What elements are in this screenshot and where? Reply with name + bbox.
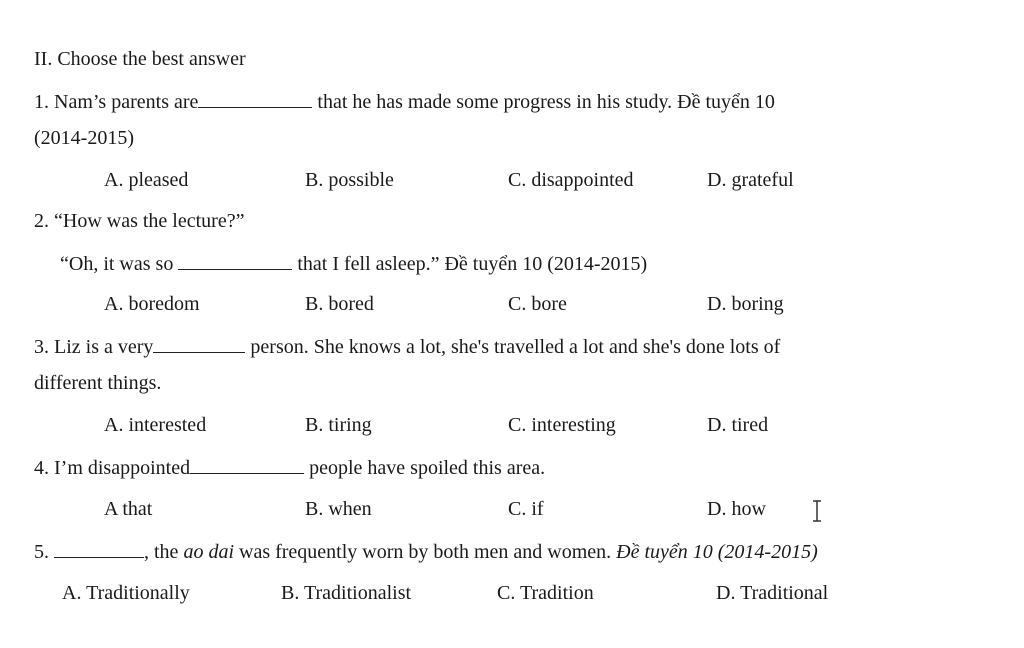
- q3-continuation: different things.: [34, 372, 162, 394]
- q2-option-d: D. boring: [707, 293, 784, 315]
- q2-text-before: “Oh, it was so: [60, 253, 174, 275]
- q1-continuation: (2014-2015): [34, 127, 134, 149]
- q5-option-c: C. Tradition: [497, 582, 594, 604]
- q1-option-d: D. grateful: [707, 169, 794, 191]
- q2-option-c: C. bore: [508, 293, 567, 315]
- q1-option-a: A. pleased: [104, 169, 189, 191]
- q5-blank: [54, 539, 144, 558]
- q1-blank: [198, 89, 312, 108]
- q5-ao-dai: ao dai: [183, 541, 234, 563]
- q5-text-before: 5.: [34, 541, 49, 563]
- q1-text-after: that he has made some progress in his study. Đề tuyển 10: [317, 91, 775, 113]
- q3-option-a: A. interested: [104, 414, 207, 436]
- question-4: [34, 455, 545, 481]
- q2-option-a: A. boredom: [104, 293, 200, 315]
- q1-option-b: B. possible: [305, 169, 394, 191]
- q4-option-d: D. how: [707, 498, 766, 520]
- question-1: [34, 89, 775, 115]
- q3-blank: [153, 334, 245, 353]
- q1-option-c: C. disappointed: [508, 169, 634, 191]
- q4-option-c: C. if: [508, 498, 544, 520]
- text-cursor-icon: [812, 500, 822, 522]
- q3-option-d: D. tired: [707, 414, 769, 436]
- q4-blank: [190, 455, 304, 474]
- section-title: II. Choose the best answer: [34, 48, 246, 70]
- q2-text-after: that I fell asleep.” Đề tuyển 10 (2014-2015): [297, 253, 648, 275]
- question-3: [34, 334, 780, 360]
- q2-option-b: B. bored: [305, 293, 374, 315]
- q5-text-after-b: was frequently worn by both men and women.: [239, 541, 612, 563]
- q5-option-a: A. Traditionally: [62, 582, 190, 604]
- q3-option-c: C. interesting: [508, 414, 616, 436]
- question-5: [34, 539, 818, 565]
- q1-text-before: 1. Nam’s parents are: [34, 91, 199, 113]
- q4-option-a: A that: [104, 498, 153, 520]
- q4-text-before: 4. I’m disappointed: [34, 457, 191, 479]
- q5-option-b: B. Traditionalist: [281, 582, 412, 604]
- q5-source: Đề tuyển 10 (2014-2015): [616, 541, 818, 563]
- q3-text-after: person. She knows a lot, she's travelled a lot and she's done lots of: [250, 336, 781, 358]
- q5-text-after-a: , the: [144, 541, 179, 563]
- q3-text-before: 3. Liz is a very: [34, 336, 154, 358]
- q3-option-b: B. tiring: [305, 414, 372, 436]
- question-2-answer-line: [60, 251, 647, 277]
- q5-option-d: D. Traditional: [716, 582, 829, 604]
- question-2: 2. “How was the lecture?”: [34, 210, 245, 232]
- q4-option-b: B. when: [305, 498, 372, 520]
- q2-blank: [178, 251, 292, 270]
- q4-text-after: people have spoiled this area.: [309, 457, 546, 479]
